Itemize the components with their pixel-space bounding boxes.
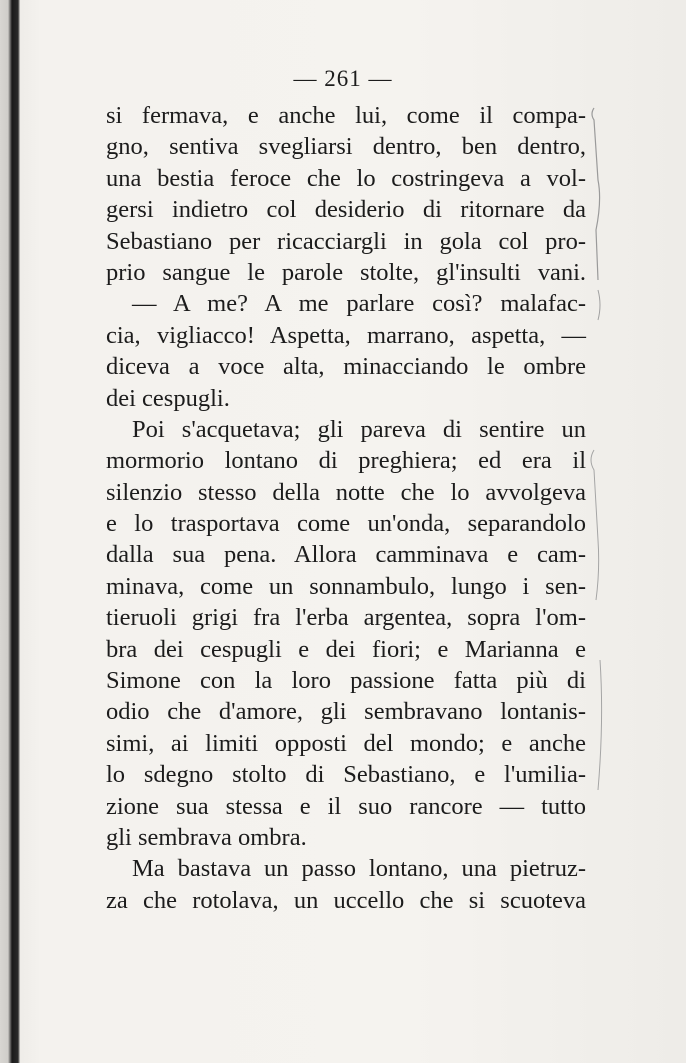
text-line: simi, ai limiti opposti del mondo; e anche bbox=[106, 729, 586, 757]
text-line: — A me? A me parlare così? malafac- bbox=[132, 290, 586, 318]
text-line: silenzio stesso della notte che lo avvolgeva bbox=[106, 478, 586, 506]
text-line: gli sembrava ombra. bbox=[106, 823, 307, 851]
page-number: — 261 — bbox=[293, 66, 393, 91]
book-spine-shadow bbox=[0, 0, 20, 1063]
body-text bbox=[106, 100, 586, 916]
text-line: minava, come un sonnambulo, lungo i sen- bbox=[106, 572, 586, 600]
text-line: mormorio lontano di preghiera; ed era il bbox=[106, 447, 586, 475]
text-line: zione sua stessa e il suo rancore — tutto bbox=[106, 792, 586, 820]
text-line: gno, sentiva svegliarsi dentro, ben dentro, bbox=[106, 133, 586, 161]
text-line: e lo trasportava come un'onda, separandolo bbox=[106, 510, 586, 538]
text-line: si fermava, e anche lui, come il compa- bbox=[106, 102, 586, 129]
text-line: cia, vigliacco! Aspetta, marrano, aspetta, — bbox=[106, 321, 586, 349]
text-line: Simone con la loro passione fatta più di bbox=[106, 667, 586, 695]
text-line: dei cespugli. bbox=[106, 384, 230, 412]
text-line: dalla sua pena. Allora camminava e cam- bbox=[106, 541, 586, 569]
text-line: odio che d'amore, gli sembravano lontanis- bbox=[106, 698, 586, 726]
text-line: za che rotolava, un uccello che si scuoteva bbox=[106, 886, 586, 914]
text-line: Ma bastava un passo lontano, una pietruz- bbox=[132, 855, 586, 883]
text-line: lo sdegno stolto di Sebastiano, e l'umilia- bbox=[106, 761, 586, 789]
text-line: Sebastiano per ricacciargli in gola col pro- bbox=[106, 227, 586, 255]
text-line: gersi indietro col desiderio di ritornare da bbox=[106, 196, 586, 224]
text-line: tieruoli grigi fra l'erba argentea, sopra l'om- bbox=[106, 604, 586, 632]
text-line: prio sangue le parole stolte, gl'insulti vani. bbox=[106, 258, 586, 286]
text-line: diceva a voce alta, minacciando le ombre bbox=[106, 353, 586, 381]
margin-pencil-marks bbox=[588, 100, 618, 800]
text-line: bra dei cespugli e dei fiori; e Marianna e bbox=[106, 635, 586, 663]
text-line: Poi s'acquetava; gli pareva di sentire un bbox=[132, 415, 586, 443]
text-line: una bestia feroce che lo costringeva a vol- bbox=[106, 164, 586, 192]
